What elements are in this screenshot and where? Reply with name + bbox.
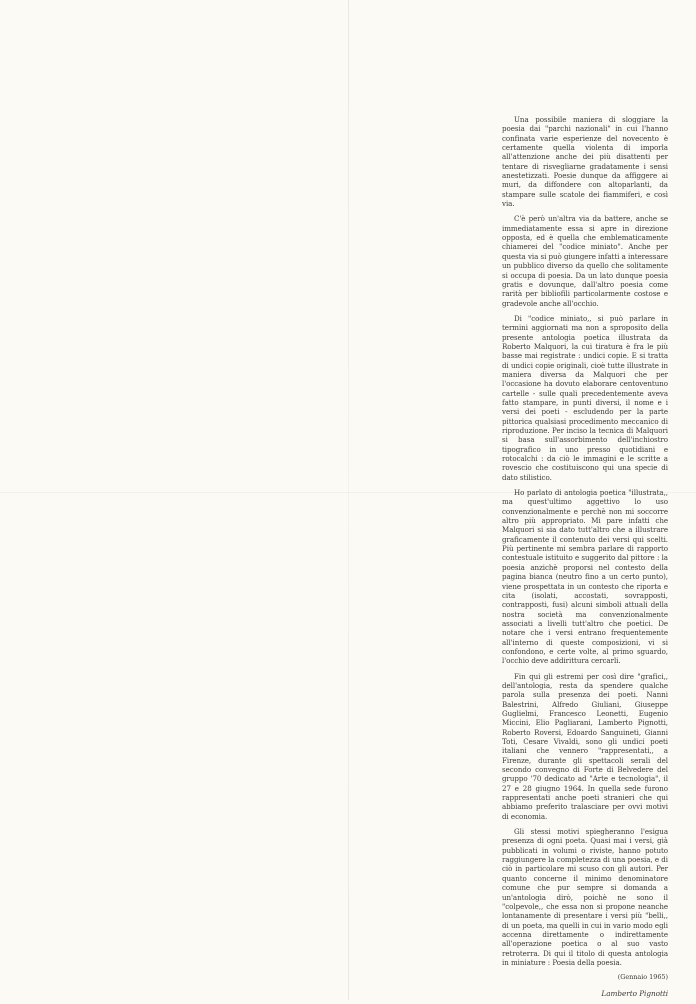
paragraph-4: Ho parlato di antologia poetica "illustrata,, ma quest'ultimo aggettivo lo uso convenzionalmente e perchè non mi soccorre altro più appropriato. Mi pare infatti che Malquori si sia dato tutt'altro che a illustrare graficamente il contenuto dei versi qui scelti. Più pertinente mi sembra parlare di rapporto contestuale istituito e suggerito dal pittore : la poesia anzichè proporsi nel contesto della pagina bianca (neutro fino a un certo punto), viene prospettata in un contesto che riporta e cita (isolati, accostati, sovrapposti, contrapposti, fusi) alcuni simboli attuali della nostra società ma convenzionalmente associati a livelli tutt'altro che poetici. De notare che i versi entrano frequentemente all'interno di queste composizioni, vi si confondono, e certe volte, al primo sguardo, l'occhio deve addirittura cercarli. <box>502 488 668 666</box>
vertical-fold-line <box>348 0 349 1000</box>
paragraph-1: Una possibile maniera di sloggiare la poesia dai "parchi nazionali" in cui l'hanno confinata varie esperienze del novecento è certamente quella violenta di imporla all'attenzione anche dei più disattenti per tentare di risvegliarne gradatamente i sensi anestetizzati. Poesie dunque da affiggere ai muri, da diffondere con altoparlanti, da stampare sulle scatole dei fiammiferi, e così via. <box>502 115 668 209</box>
paragraph-3: Di "codice miniato,, si può parlare in termini aggiornati ma non a sproposito della presente antologia poetica illustrata da Roberto Malquori, la cui tiratura è fra le più basse mai registrate : undici copie. E si tratta di undici copie originali, cioè tutte illustrate in maniera diversa da Malquori che per l'occasione ha dovuto elaborare centoventuno cartelle - sulle quali precedentemente aveva fatto stampare, in punti diversi, il nome e i versi dei poeti - escludendo per la parte pittorica qualsiasi procedimento meccanico di riproduzione. Per inciso la tecnica di Malquori si basa sull'assorbimento dell'inchiostro tipografico in uno presso quotidiani e rotocalchi : da ciò le immagini e le scritte a rovescio che costituiscono qui una specie di dato stilistico. <box>502 313 668 482</box>
date-line: (Gennaio 1965) <box>617 973 668 982</box>
author-signature: Lamberto Pignotti <box>601 988 668 998</box>
text-column <box>502 115 668 1004</box>
paragraph-2: C'è però un'altra via da battere, anche se immediatamente essa si apre in direzione opposta, ed è quella che emblematicamente chiamerei del "codice miniato". Anche per questa via si può giungere infatti a interessare un pubblico diverso da quello che solitamente si occupa di poesia. Da un lato dunque poesia gratis e dovunque, dall'altro poesia come rarità per bibliofili particolarmente costose e gradevole anche all'occhio. <box>502 214 668 308</box>
paragraph-6: Gli stessi motivi spiegheranno l'esigua presenza di ogni poeta. Quasi mai i versi, già pubblicati in volumi o riviste, hanno potuto raggiungere la completezza di una poesia, e di ciò in particolare mi scuso con gli autori. Per quanto concerne il minimo denominatore comune che pur sempre si domanda a un'antologia dirò, poichè ne sono il "colpevole,, che essa non si propone neanche lontanamente di presentare i versi più "belli,, di un poeta, ma quelli in cui in vario modo egli accenna direttamente o indirettamente all'operazione poetica o al suo vasto retroterra. Di qui il titolo di questa antologia in miniature : Poesia della poesia. <box>502 827 668 967</box>
paragraph-5: Fin qui gli estremi per così dire "grafici,, dell'antologia, resta da spendere qualche parola sulla presenza dei poeti. Nanni Balestrini, Alfredo Giuliani, Giuseppe Guglielmi, Francesco Leonetti, Eugenio Miccini, Elio Pagliarani, Lamberto Pignotti, Roberto Roversi, Edoardo Sanguineti, Gianni Toti, Cesare Vivaldi, sono gli undici poeti italiani che vennero "rappresentati,, a Firenze, durante gli spettacoli serali del secondo convegno di Forte di Belvedere del gruppo '70 dedicato ad "Arte e tecnologia", il 27 e 28 giugno 1964. In quella sede furono rappresentati anche poeti stranieri che qui abbiamo preferito tralasciare per ovvi motivi di economia. <box>502 671 668 821</box>
